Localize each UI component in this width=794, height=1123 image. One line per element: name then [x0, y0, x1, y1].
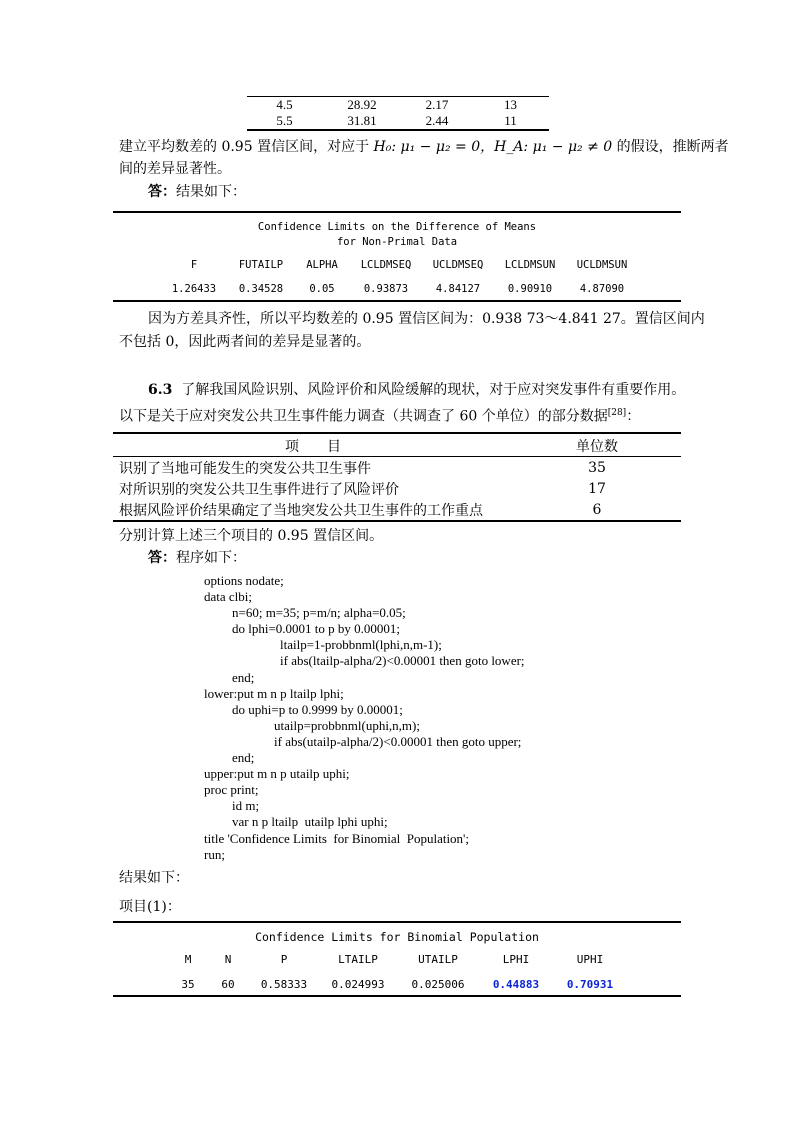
survey-count: 6 [592, 501, 602, 518]
column-header: LCLDMSUN [504, 259, 556, 271]
output1-rule-bottom [113, 300, 681, 302]
table-cell: 2.44 [425, 113, 449, 128]
column-header: ALPHA [306, 259, 338, 271]
table-cell: 0.024993 [331, 977, 385, 991]
code-line: do uphi=p to 0.9999 by 0.00001; [232, 701, 403, 717]
column-header-count: 单位数 [576, 438, 618, 455]
paragraph-hypothesis-line2: 间的差异显著性。 [119, 161, 231, 177]
paragraph-conclusion-line2: 不包括 0，因此两者间的差异是显著的。 [119, 334, 371, 350]
top-table-rule-bottom [247, 129, 549, 131]
column-header: P [280, 952, 288, 966]
code-line: options nodate; [204, 573, 284, 588]
item-label: 项目(1)： [119, 899, 181, 915]
code-line: ltailp=1-probbnml(lphi,n,m-1); [280, 637, 442, 653]
survey-table-rule-top [113, 432, 681, 434]
survey-item: 对所识别的突发公共卫生事件进行了风险评价 [119, 481, 399, 498]
results-label: 结果如下： [119, 870, 189, 886]
survey-count: 17 [588, 480, 606, 497]
table-row [119, 499, 681, 520]
table-row [247, 113, 549, 129]
table-row [247, 97, 549, 113]
top-table [247, 97, 549, 129]
survey-item: 根据风险评价结果确定了当地突发公共卫生事件的工作重点 [119, 502, 483, 519]
table-cell: 0.05 [309, 283, 335, 295]
reference-mark: [28] [607, 408, 627, 418]
code-line: proc print; [204, 782, 259, 798]
output2-rule-bottom [113, 995, 681, 997]
problem-6-3: 6.3 了解我国风险识别、风险评价和风险缓解的现状，对于应对突发事件有重要作用。 [148, 382, 686, 398]
table-cell: 60 [221, 977, 235, 991]
survey-table [113, 435, 681, 456]
column-header: M [184, 952, 192, 966]
output2-value-row [170, 967, 626, 995]
code-line: n=60; m=35; p=m/n; alpha=0.05; [232, 605, 406, 621]
column-header: F [190, 259, 198, 271]
hypothesis-formula: H₀: μ₁ − μ₂ = 0，H_A: μ₁ − μ₂ ≠ 0 [373, 139, 613, 155]
sas-program [204, 573, 525, 863]
table-row [119, 478, 681, 499]
problem-6-3-line2: 以下是关于应对突发公共卫生事件能力调查（共调查了 60 个单位）的部分数据[28]： [119, 408, 641, 425]
table-cell: 31.81 [347, 113, 377, 128]
code-line: var n p ltailp utailp lphi uphi; [232, 814, 388, 830]
table-cell: 0.34528 [238, 283, 284, 295]
column-header: LPHI [502, 952, 530, 966]
table-cell: 1.26433 [171, 283, 217, 295]
code-line: if abs(utailp-alpha/2)<0.00001 then goto upper; [274, 733, 522, 749]
survey-item: 识别了当地可能发生的突发公共卫生事件 [119, 460, 371, 477]
table-cell: 4.87090 [579, 283, 625, 295]
survey-table-rule-bottom [113, 520, 681, 522]
output2-rule-top [113, 921, 681, 923]
code-line: id m; [232, 798, 260, 814]
table-cell: 35 [181, 977, 195, 991]
table-cell: 5.5 [276, 113, 293, 128]
column-header: UCLDMSUN [576, 259, 628, 271]
problem-number: 6.3 [148, 382, 173, 398]
code-line: end; [232, 750, 255, 766]
survey-table-body [119, 457, 681, 520]
table-cell: 0.025006 [411, 977, 465, 991]
code-line: run; [204, 846, 225, 862]
survey-count: 35 [588, 459, 606, 476]
column-header: UTAILP [418, 952, 458, 966]
code-line: lower:put m n p ltailp lphi; [204, 685, 344, 701]
output2-title: Confidence Limits for Binomial Population [255, 930, 539, 944]
output1-value-row [160, 274, 638, 300]
table-cell-highlight: 0.44883 [492, 977, 540, 991]
column-header: FUTAILP [238, 259, 284, 271]
output2-table [170, 951, 626, 995]
answer-1: 答：结果如下： [148, 184, 246, 200]
paragraph-conclusion: 因为方差具齐性，所以平均数差的 0.95 置信区间为：0.938 73～4.841 27。置信区间内 [148, 311, 705, 327]
column-header: N [224, 952, 232, 966]
output2-header-row [170, 951, 626, 967]
table-cell: 11 [504, 113, 517, 128]
table-cell: 4.84127 [435, 283, 481, 295]
answer-2: 答：程序如下： [148, 550, 246, 566]
output1-table [160, 256, 638, 300]
code-line: do lphi=0.0001 to p by 0.00001; [232, 621, 401, 637]
table-cell: 0.90910 [507, 283, 553, 295]
code-line: if abs(ltailp-alpha/2)<0.00001 then goto lower; [280, 653, 525, 669]
paragraph-task: 分别计算上述三个项目的 0.95 置信区间。 [119, 528, 384, 544]
survey-header-row [113, 435, 681, 456]
code-line: title 'Confidence Limits for Binomial Population'; [204, 830, 470, 846]
table-cell: 13 [504, 97, 517, 112]
column-header-item: 项 目 [285, 438, 341, 455]
code-line: upper:put m n p utailp uphi; [204, 766, 350, 782]
table-cell: 2.17 [425, 97, 449, 112]
table-cell: 0.93873 [363, 283, 409, 295]
code-line: utailp=probbnml(uphi,n,m); [274, 717, 420, 733]
column-header: LTAILP [338, 952, 378, 966]
table-cell: 4.5 [276, 97, 293, 112]
output1-title: Confidence Limits on the Difference of Means [257, 221, 537, 233]
table-cell: 28.92 [347, 97, 377, 112]
column-header: LCLDMSEQ [360, 259, 412, 271]
output1-rule-top [113, 211, 681, 213]
column-header: UPHI [576, 952, 604, 966]
code-line: data clbi; [204, 589, 253, 605]
paragraph-hypothesis: 建立平均数差的 0.95 置信区间，对应于 H₀: μ₁ − μ₂ = 0，H_A: μ₁ − μ₂ ≠ 0 的假设，推断两者 [119, 139, 729, 155]
column-header: UCLDMSEQ [432, 259, 484, 271]
table-cell: 0.58333 [260, 977, 308, 991]
code-line: end; [232, 669, 255, 685]
table-row [119, 457, 681, 478]
output1-header-row [160, 256, 638, 274]
table-cell-highlight: 0.70931 [566, 977, 614, 991]
output1-subtitle: for Non-Primal Data [336, 236, 458, 248]
